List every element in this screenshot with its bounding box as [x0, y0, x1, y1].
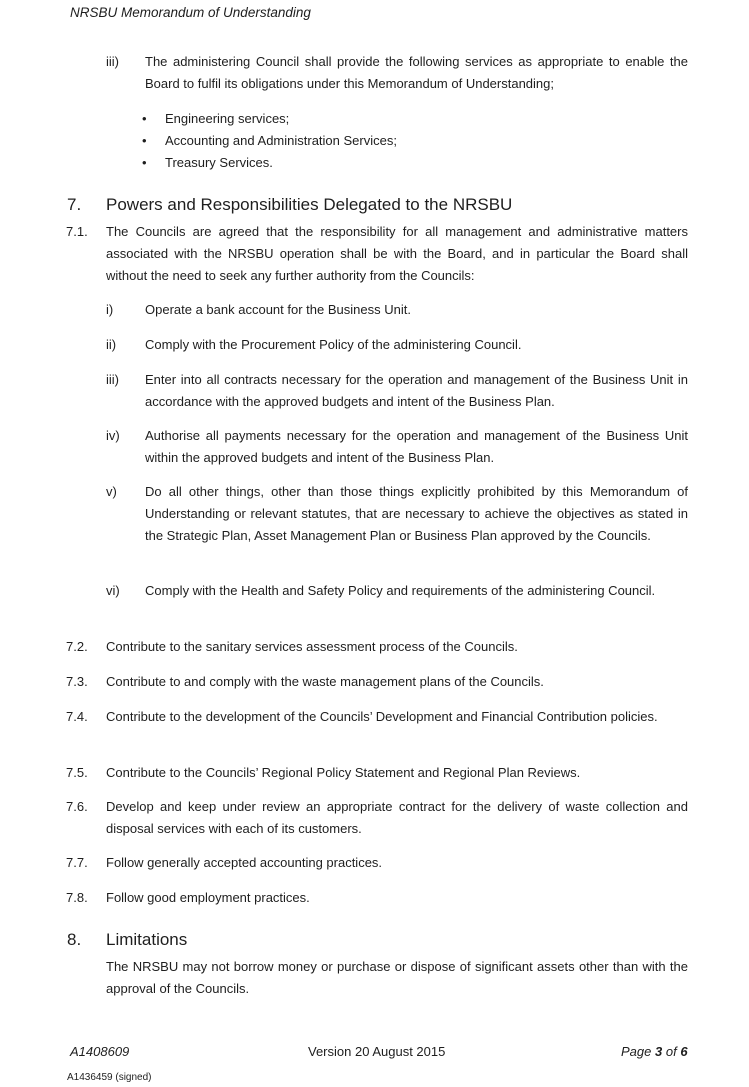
bullet-item: Engineering services; — [165, 111, 290, 126]
footer-document-id: A1408609 — [70, 1044, 130, 1059]
clause-text: Follow good employment practices. — [106, 890, 310, 905]
intro-item-text: The administering Council shall provide the following services as appropriate to enable the Board to fulfil its obligations under this Memorandum of Understanding; — [145, 54, 688, 91]
intro-item-number: iii) — [106, 54, 119, 69]
bullet-item: Accounting and Administration Services; — [165, 133, 397, 148]
section-8-number: 8. — [67, 930, 82, 949]
sub-item-number: vi) — [106, 583, 120, 598]
section-8-text: The NRSBU may not borrow money or purchase or dispose of significant assets other than with the approval of the Councils. — [106, 959, 688, 996]
clause-number: 7.8. — [66, 890, 88, 905]
clause-7-1-number: 7.1. — [66, 224, 88, 239]
sub-item-text: Operate a bank account for the Business Unit. — [145, 302, 411, 317]
sub-item-number: v) — [106, 484, 117, 499]
sub-item-text: Authorise all payments necessary for the operation and management of the Business Unit within the approved budgets and intent of the Business Plan. — [145, 428, 688, 465]
clause-text: Contribute to the development of the Councils’ Development and Financial Contribution policies. — [106, 709, 658, 724]
clause-number: 7.6. — [66, 799, 88, 814]
clause-text: Contribute to the sanitary services assessment process of the Councils. — [106, 639, 518, 654]
sub-item-text: Do all other things, other than those things explicitly prohibited by this Memorandum of Understanding or relevant statutes, that are necessary to achieve the objectives as stated in the Strategic Plan, Asset Management Plan or Business Plan approved by the Councils. — [145, 484, 688, 543]
sub-item-number: iv) — [106, 428, 120, 443]
clause-text: Follow generally accepted accounting practices. — [106, 855, 383, 870]
bullet-marker: • — [142, 155, 147, 170]
sub-item-number: i) — [106, 302, 114, 317]
clause-text: Develop and keep under review an appropriate contract for the delivery of waste collection and disposal services with each of its customers. — [106, 799, 688, 836]
bullet-marker: • — [142, 111, 147, 126]
footer-page-number: Page 3 of 6 — [621, 1044, 688, 1059]
section-8-title: Limitations — [106, 930, 188, 949]
section-7-title: Powers and Responsibilities Delegated to the NRSBU — [106, 195, 513, 214]
document-header-title: NRSBU Memorandum of Understanding — [70, 5, 311, 20]
clause-7-1-text: The Councils are agreed that the responsibility for all management and administrative matters associated with the NRSBU operation shall be with the Board, and in particular the Board shall without the need to seek any further authority from the Councils: — [106, 224, 688, 283]
clause-text: Contribute to the Councils’ Regional Policy Statement and Regional Plan Reviews. — [106, 765, 581, 780]
clause-number: 7.3. — [66, 674, 88, 689]
sub-item-text: Comply with the Procurement Policy of the administering Council. — [145, 337, 522, 352]
bullet-item: Treasury Services. — [165, 155, 273, 170]
sub-item-text: Comply with the Health and Safety Policy and requirements of the administering Council. — [145, 583, 656, 598]
section-7-number: 7. — [67, 195, 82, 214]
footer-signed-id: A1436459 (signed) — [67, 1072, 152, 1083]
clause-number: 7.5. — [66, 765, 88, 780]
sub-item-number: iii) — [106, 372, 119, 387]
clause-text: Contribute to and comply with the waste management plans of the Councils. — [106, 674, 544, 689]
clause-number: 7.2. — [66, 639, 88, 654]
footer-version: Version 20 August 2015 — [308, 1044, 446, 1059]
clause-number: 7.7. — [66, 855, 88, 870]
clause-number: 7.4. — [66, 709, 88, 724]
bullet-marker: • — [142, 133, 147, 148]
sub-item-number: ii) — [106, 337, 117, 352]
sub-item-text: Enter into all contracts necessary for the operation and management of the Business Unit in accordance with the approved budgets and intent of the Business Plan. — [145, 372, 688, 409]
